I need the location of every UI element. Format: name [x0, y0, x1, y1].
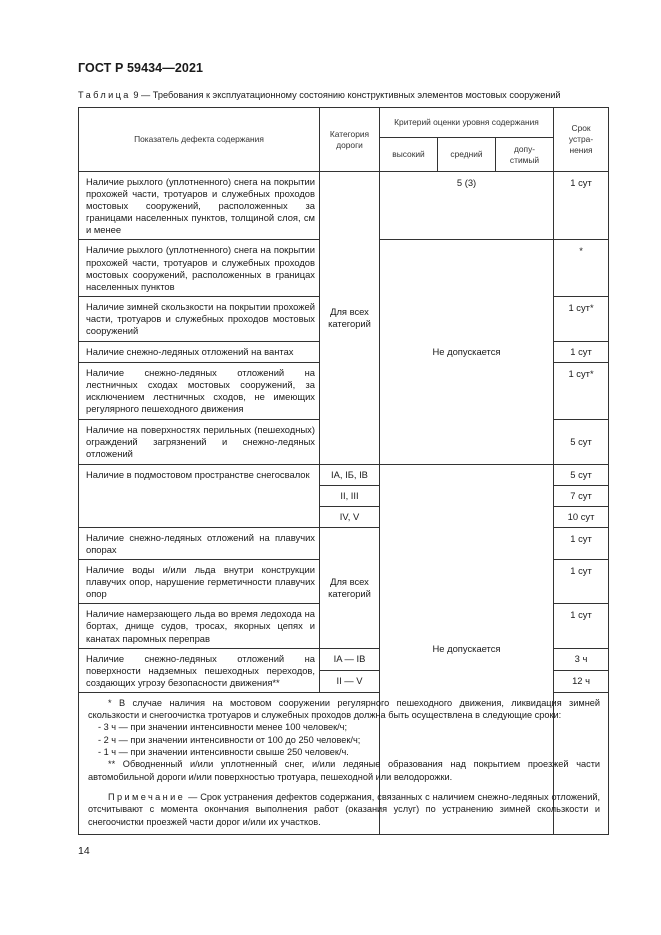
row-term: 1 сут	[554, 172, 609, 240]
header-medium: средний	[438, 138, 496, 172]
row-criterion: 5 (3)	[380, 172, 554, 240]
row-category: IV, V	[320, 506, 380, 527]
caption-title: 9 — Требования к эксплуатационному состоянию конструктивных элементов мостовых сооружений	[130, 90, 561, 100]
row-term: 1 сут	[554, 604, 609, 648]
page-number: 14	[78, 845, 90, 857]
row-term: 5 сут	[554, 419, 609, 464]
footnote-double-star: ** Обводненный и/или уплотненный снег, и/или ледяные образования над покрытием проезжей части автомобильной дороги и/или поверхностью тротуара, пешеходной или велодорожки.	[88, 759, 601, 782]
row-term: 1 сут	[554, 527, 609, 559]
row-category: IA — IB	[320, 648, 380, 670]
row-indicator: Наличие воды и/или льда внутри конструкции плавучих опор, нарушение герметичности плавучих опор	[79, 560, 320, 604]
row-indicator: Наличие рыхлого (уплотненного) снега на покрытии прохожей части, тротуаров и служебных проходов мостовых сооружений, расположенных в границах населенных пунктов	[79, 240, 320, 296]
row-term: 10 сут	[554, 506, 609, 527]
standard-designation: ГОСТ Р 59434—2021	[78, 61, 204, 75]
remark-text: — Срок устранения дефектов содержания, связанных с наличием снежно-ледяных отложений, отсчитывают с момента окончания выполнения работ (оказания услуг) по устранению зимней скользкости и снегоочистки проезжей части дорог и/или их участков.	[88, 791, 601, 827]
footnote-star: * В случае наличия на мостовом сооружении регулярного пешеходного движения, ликвидация зимней скользкости и снегоочистка тротуаров и служебных проходов должна быть осуществлена в следующие сроки:	[88, 697, 601, 721]
row-term: 1 сут*	[554, 362, 609, 419]
caption-word: Таблица	[78, 90, 131, 100]
header-indicator: Показатель дефекта содержания	[79, 108, 320, 172]
header-row	[79, 108, 609, 138]
remark-word: Примечание	[108, 791, 186, 802]
row-indicator: Наличие рыхлого (уплотненного) снега на покрытии прохожей части, тротуаров и служебных проходов мостовых сооружений, расположенных за границами населенных пунктов, толщиной слоя, см и менее	[79, 172, 320, 240]
row-indicator: Наличие на поверхностях перильных (пешеходных) ограждений загрязнений и снежно-ледяных отложений	[79, 419, 320, 464]
requirements-table	[78, 107, 609, 835]
table-row	[79, 172, 609, 240]
row-indicator: Наличие намерзающего льда во время ледохода на бортах, днище судов, тросах, якорных цепях и канатах паромных переправ	[79, 604, 320, 648]
row-term: 1 сут	[554, 341, 609, 362]
footnote-item: - 3 ч — при значении интенсивности менее 100 человек/ч;	[98, 722, 347, 733]
header-high: высокий	[380, 138, 438, 172]
row-criterion: Не допускается	[380, 240, 554, 464]
row-indicator: Наличие снежно-ледяных отложений на плавучих опорах	[79, 527, 320, 559]
row-indicator: Наличие снежно-ледяных отложений на вантах	[79, 341, 320, 362]
table-notes	[79, 692, 609, 834]
footnote-item: - 1 ч — при значении интенсивности свыше 250 человек/ч.	[98, 747, 349, 758]
row-category: Для всех категорий	[320, 172, 380, 465]
row-category: II — V	[320, 670, 380, 692]
row-category: Для всех категорий	[320, 527, 380, 648]
table-caption	[78, 90, 561, 100]
table-remark	[88, 791, 600, 828]
row-indicator: Наличие снежно-ледяных отложений на поверхности надземных пешеходных переходов, создающих угрозу безопасности движения**	[79, 648, 320, 692]
row-term: *	[554, 240, 609, 296]
header-category: Категория дороги	[320, 108, 380, 172]
row-category: IA, IБ, IB	[320, 464, 380, 485]
row-term: 3 ч	[554, 648, 609, 670]
table-row	[79, 464, 609, 485]
row-category: II, III	[320, 485, 380, 506]
footnote-item: - 2 ч — при значении интенсивности от 100 до 250 человек/ч;	[98, 734, 361, 745]
row-indicator: Наличие в подмостовом пространстве снегосвалок	[79, 464, 320, 527]
row-term: 12 ч	[554, 670, 609, 692]
row-term: 7 сут	[554, 485, 609, 506]
header-term: Срок устра-нения	[554, 108, 609, 172]
row-term: 1 сут	[554, 560, 609, 604]
row-term: 1 сут*	[554, 296, 609, 341]
notes-row	[79, 692, 609, 834]
header-allowed: допу-стимый	[496, 138, 554, 172]
row-indicator: Наличие снежно-ледяных отложений на лестничных сходах мостовых сооружений, за исключением лестничных сходов, не имеющих регулярного пешеходного движения	[79, 362, 320, 419]
row-indicator: Наличие зимней скользкости на покрытии прохожей части, тротуаров и служебных проходов мостовых сооружений	[79, 296, 320, 341]
row-term: 5 сут	[554, 464, 609, 485]
header-criteria: Критерий оценки уровня содержания	[380, 108, 554, 138]
row-criterion: Не допускается	[380, 464, 554, 834]
